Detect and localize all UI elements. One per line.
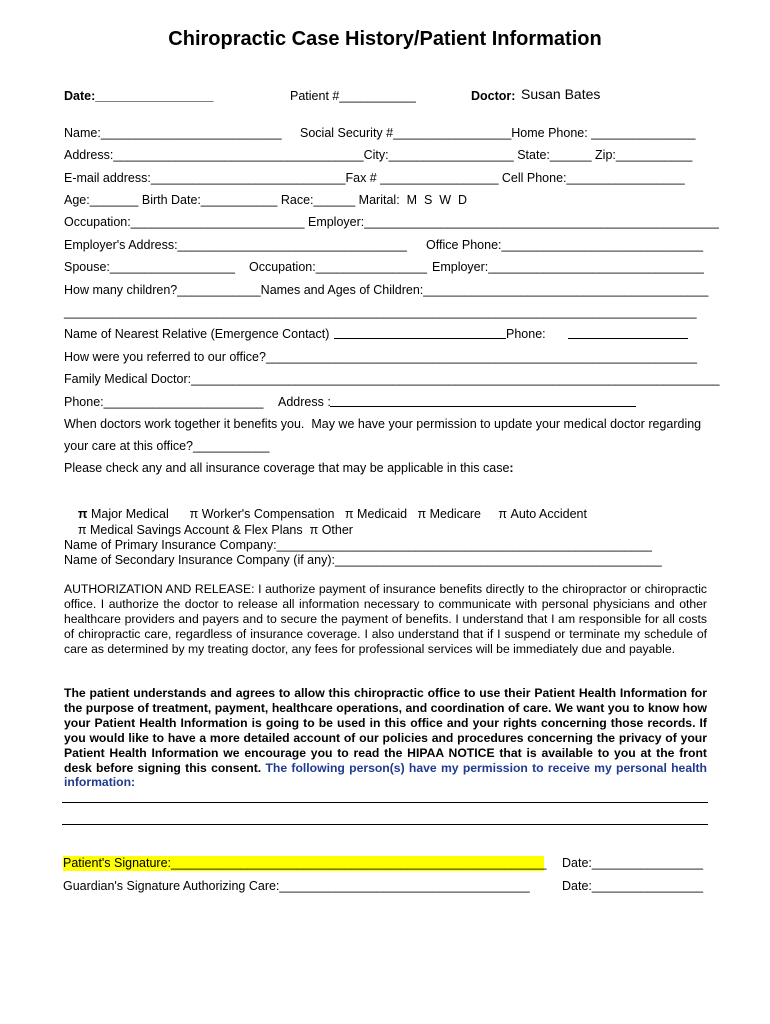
- checkbox-icon[interactable]: π: [309, 523, 319, 537]
- authorized-person-line-2[interactable]: [62, 824, 708, 825]
- authorization-release-text: AUTHORIZATION AND RELEASE: I authorize payment of insurance benefits directly to the chiropractor or chiropractic office. I authorize the doctor to release all information necessary to communicate with personal physicians and other healthcare providers and payers and to secure the payment of benefits. I understand that I am responsible for all costs of chiropractic care, regardless of insurance coverage. I also understand that if I suspend or terminate my schedule of care as determined by my treating doctor, any fees for professional services will be immediately due and payable.: [64, 582, 707, 656]
- children-field[interactable]: How many children?____________Names and Ages of Children:_________________________________________: [64, 283, 709, 297]
- doctor-label: Doctor:: [471, 89, 516, 103]
- occupation-employer-field[interactable]: Occupation:_________________________ Employer:___________________________________________________: [64, 215, 719, 229]
- option-major-medical[interactable]: Major Medical: [90, 507, 169, 521]
- primary-insurance-field[interactable]: Name of Primary Insurance Company:______________________________________________________: [64, 538, 652, 552]
- patient-number-field[interactable]: Patient #___________: [290, 89, 416, 103]
- nearest-relative-line[interactable]: [334, 338, 506, 339]
- guardian-signature-field[interactable]: Guardian's Signature Authorizing Care:____________________________________: [63, 879, 530, 893]
- office-phone-field[interactable]: Office Phone:_____________________________: [426, 238, 704, 252]
- nearest-relative-label: Name of Nearest Relative (Emergence Contact): [64, 327, 330, 341]
- checkbox-icon[interactable]: π: [77, 507, 88, 521]
- doctor-name: Susan Bates: [521, 86, 601, 102]
- guardian-signature-date[interactable]: Date:________________: [562, 879, 704, 893]
- date-field[interactable]: Date:_________________: [64, 89, 214, 103]
- page-title: Chiropractic Case History/Patient Information: [168, 28, 602, 50]
- doctor-phone-field[interactable]: Phone:_______________________: [64, 395, 264, 409]
- doctor-address-line[interactable]: [330, 406, 636, 407]
- checkbox-icon[interactable]: π: [417, 507, 427, 521]
- option-medicare[interactable]: Medicare: [429, 507, 482, 521]
- option-other[interactable]: Other: [321, 523, 353, 537]
- patient-signature-field[interactable]: Patient's Signature:______________________________________________________: [63, 856, 547, 870]
- option-medicaid[interactable]: Medicaid: [357, 507, 408, 521]
- spouse-field[interactable]: Spouse:__________________: [64, 260, 236, 274]
- address-field[interactable]: Address:____________________________________City:__________________ State:______ Zip:___________: [64, 148, 693, 162]
- relative-phone-line[interactable]: [568, 338, 688, 339]
- relative-phone-label: Phone:: [506, 327, 546, 341]
- family-doctor-field[interactable]: Family Medical Doctor:____________________________________________________________________________: [64, 372, 720, 386]
- option-workers-compensation[interactable]: Worker's Compensation: [201, 507, 335, 521]
- email-fax-cell-field[interactable]: E-mail address:____________________________Fax # _________________ Cell Phone:_________________: [64, 171, 685, 185]
- permission-persons-text: The following person(s) have my permission to receive my personal health information:: [64, 760, 707, 790]
- checkbox-icon[interactable]: π: [498, 507, 508, 521]
- authorized-person-line-1[interactable]: [62, 802, 708, 803]
- hipaa-consent-text: The patient understands and agrees to allow this chiropractic office to use their Patient Health Information for the purpose of treatment, payment, healthcare operations, and coordination of care. We want you to know how your Patient Health Information is going to be used in this office and your rights concerning those records. If you would like to have a more detailed account of our policies and procedures concerning the privacy of your Patient Health Information we encourage you to read the HIPAA NOTICE that is available to you at the front desk before signing this consent. The following person(s) have my permission to receive my personal health information:: [64, 686, 707, 790]
- checkbox-icon[interactable]: π: [189, 507, 199, 521]
- name-field[interactable]: Name:__________________________: [64, 126, 282, 140]
- checkbox-icon[interactable]: π: [77, 523, 87, 537]
- permission-answer-field[interactable]: your care at this office?___________: [64, 439, 270, 453]
- checkbox-icon[interactable]: π: [344, 507, 354, 521]
- patient-signature-label: Patient's Signature:: [63, 856, 172, 870]
- ssn-home-phone-field[interactable]: Social Security #_________________Home Phone: _______________: [300, 126, 696, 140]
- spouse-employer-field[interactable]: Employer:_______________________________: [432, 260, 704, 274]
- children-continuation-line[interactable]: ___________________________________________________________________________________________: [64, 305, 697, 319]
- spouse-occupation-field[interactable]: Occupation:________________: [249, 260, 427, 274]
- secondary-insurance-field[interactable]: Name of Secondary Insurance Company (if any):_______________________________________________: [64, 553, 662, 567]
- patient-signature-date[interactable]: Date:________________: [562, 856, 704, 870]
- permission-question: When doctors work together it benefits you. May we have your permission to update your medical doctor regarding: [64, 417, 702, 431]
- employer-address-field[interactable]: Employer's Address:_________________________________: [64, 238, 407, 252]
- referral-field[interactable]: How were you referred to our office?______________________________________________________________: [64, 350, 697, 364]
- option-medical-savings[interactable]: Medical Savings Account & Flex Plans: [90, 523, 303, 537]
- insurance-question: Please check any and all insurance coverage that may be applicable in this case:: [64, 461, 514, 475]
- age-birth-race-marital-field[interactable]: Age:_______ Birth Date:___________ Race:______ Marital: M S W D: [64, 193, 468, 207]
- option-auto-accident[interactable]: Auto Accident: [510, 507, 587, 521]
- doctor-address-label: Address :: [278, 395, 331, 409]
